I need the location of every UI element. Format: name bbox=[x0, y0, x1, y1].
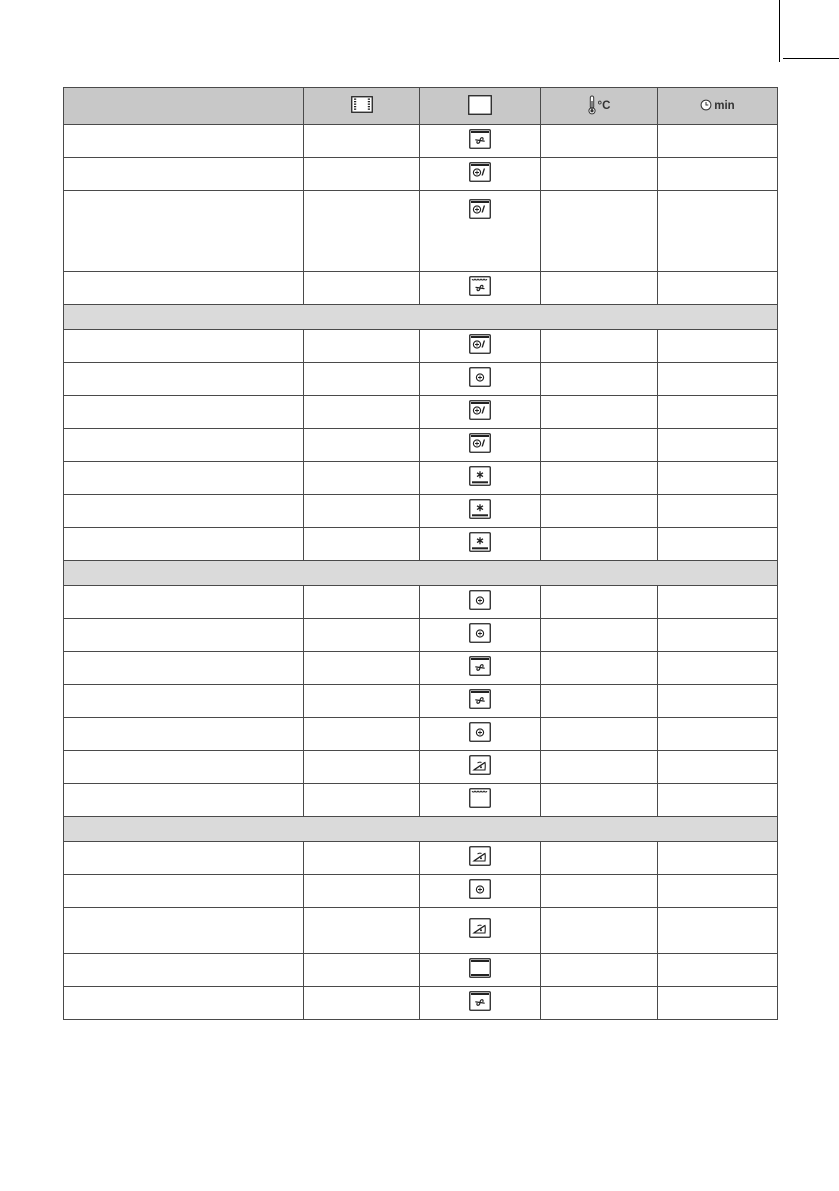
food-cell bbox=[64, 842, 304, 875]
function-cell bbox=[420, 396, 541, 429]
header-function bbox=[420, 88, 541, 125]
header-time bbox=[658, 88, 778, 125]
time-cell bbox=[658, 987, 778, 1020]
ring-heating-icon bbox=[469, 590, 491, 615]
defrost-icon bbox=[469, 466, 491, 491]
function-cell bbox=[420, 495, 541, 528]
conventional-heat-icon bbox=[469, 958, 491, 983]
time-cell bbox=[658, 875, 778, 908]
temperature-cell bbox=[541, 718, 658, 751]
food-cell bbox=[64, 528, 304, 561]
pizza-setting-icon bbox=[469, 755, 491, 780]
temperature-cell bbox=[541, 191, 658, 272]
food-cell bbox=[64, 784, 304, 817]
cooking-table bbox=[63, 87, 778, 1020]
temperature-cell bbox=[541, 875, 658, 908]
defrost-icon bbox=[469, 499, 491, 524]
shelf-cell bbox=[304, 396, 420, 429]
food-cell bbox=[64, 586, 304, 619]
table-header-row bbox=[64, 88, 778, 125]
shelf-cell bbox=[304, 908, 420, 954]
time-cell bbox=[658, 429, 778, 462]
shelf-cell bbox=[304, 875, 420, 908]
time-unit: min bbox=[714, 100, 735, 112]
temperature-cell bbox=[541, 125, 658, 158]
oven-function-icon bbox=[468, 95, 492, 118]
function-cell bbox=[420, 429, 541, 462]
temperature-cell bbox=[541, 528, 658, 561]
defrost-icon bbox=[469, 532, 491, 557]
shelf-cell bbox=[304, 784, 420, 817]
table-row bbox=[64, 462, 778, 495]
food-cell bbox=[64, 158, 304, 191]
ring-heating-icon bbox=[469, 722, 491, 747]
function-cell bbox=[420, 685, 541, 718]
pizza-setting-icon bbox=[469, 918, 491, 943]
temperature-cell bbox=[541, 272, 658, 305]
ring-heating-icon bbox=[469, 623, 491, 648]
food-cell bbox=[64, 429, 304, 462]
table-row bbox=[64, 125, 778, 158]
food-cell bbox=[64, 987, 304, 1020]
fan-grill-icon bbox=[469, 199, 491, 224]
function-cell bbox=[420, 330, 541, 363]
table-row bbox=[64, 954, 778, 987]
table-row bbox=[64, 875, 778, 908]
table-row bbox=[64, 528, 778, 561]
time-cell bbox=[658, 363, 778, 396]
time-cell bbox=[658, 586, 778, 619]
food-cell bbox=[64, 908, 304, 954]
temperature-cell bbox=[541, 784, 658, 817]
food-cell bbox=[64, 751, 304, 784]
shelf-cell bbox=[304, 495, 420, 528]
food-cell bbox=[64, 396, 304, 429]
table-row bbox=[64, 330, 778, 363]
food-cell bbox=[64, 272, 304, 305]
section-divider-row bbox=[64, 561, 778, 586]
function-cell bbox=[420, 875, 541, 908]
table-row bbox=[64, 158, 778, 191]
time-cell bbox=[658, 908, 778, 954]
function-cell bbox=[420, 652, 541, 685]
table-row bbox=[64, 429, 778, 462]
function-cell bbox=[420, 125, 541, 158]
fan-icon bbox=[469, 129, 491, 154]
time-cell bbox=[658, 685, 778, 718]
food-cell bbox=[64, 330, 304, 363]
food-cell bbox=[64, 954, 304, 987]
table-row bbox=[64, 908, 778, 954]
shelf-cell bbox=[304, 191, 420, 272]
table-row bbox=[64, 495, 778, 528]
shelf-cell bbox=[304, 718, 420, 751]
function-cell bbox=[420, 784, 541, 817]
shelf-cell bbox=[304, 363, 420, 396]
function-cell bbox=[420, 954, 541, 987]
function-cell bbox=[420, 158, 541, 191]
function-cell bbox=[420, 619, 541, 652]
shelf-cell bbox=[304, 429, 420, 462]
table-row bbox=[64, 685, 778, 718]
table-row bbox=[64, 363, 778, 396]
fan-grill-icon bbox=[469, 433, 491, 458]
temperature-cell bbox=[541, 330, 658, 363]
pizza-setting-icon bbox=[469, 846, 491, 871]
table-row bbox=[64, 718, 778, 751]
food-cell bbox=[64, 363, 304, 396]
food-cell bbox=[64, 462, 304, 495]
temperature-cell bbox=[541, 619, 658, 652]
table-row bbox=[64, 272, 778, 305]
time-cell bbox=[658, 330, 778, 363]
function-cell bbox=[420, 191, 541, 272]
time-cell bbox=[658, 191, 778, 272]
time-cell bbox=[658, 751, 778, 784]
thermometer-icon bbox=[588, 95, 596, 118]
time-cell bbox=[658, 528, 778, 561]
temperature-cell bbox=[541, 751, 658, 784]
header-shelf bbox=[304, 88, 420, 125]
function-cell bbox=[420, 751, 541, 784]
food-cell bbox=[64, 875, 304, 908]
shelf-cell bbox=[304, 330, 420, 363]
temperature-cell bbox=[541, 685, 658, 718]
shelf-position-icon bbox=[351, 96, 373, 116]
time-cell bbox=[658, 462, 778, 495]
top-heat-icon bbox=[469, 788, 491, 813]
fan-icon bbox=[469, 656, 491, 681]
fan-grill-icon bbox=[469, 400, 491, 425]
crop-mark-horizontal bbox=[783, 58, 839, 59]
section-divider-row bbox=[64, 305, 778, 330]
food-cell bbox=[64, 191, 304, 272]
table-row bbox=[64, 652, 778, 685]
table-row bbox=[64, 396, 778, 429]
time-cell bbox=[658, 396, 778, 429]
function-cell bbox=[420, 462, 541, 495]
shelf-cell bbox=[304, 652, 420, 685]
time-cell bbox=[658, 954, 778, 987]
shelf-cell bbox=[304, 528, 420, 561]
temperature-cell bbox=[541, 495, 658, 528]
temperature-cell bbox=[541, 429, 658, 462]
temperature-cell bbox=[541, 842, 658, 875]
time-cell bbox=[658, 784, 778, 817]
table-row bbox=[64, 586, 778, 619]
function-cell bbox=[420, 586, 541, 619]
function-cell bbox=[420, 363, 541, 396]
food-cell bbox=[64, 652, 304, 685]
crop-mark-vertical bbox=[779, 0, 780, 62]
shelf-cell bbox=[304, 751, 420, 784]
table-row bbox=[64, 751, 778, 784]
fan-icon bbox=[469, 689, 491, 714]
ring-heating-icon bbox=[469, 879, 491, 904]
clock-icon bbox=[700, 99, 712, 114]
shelf-cell bbox=[304, 158, 420, 191]
function-cell bbox=[420, 842, 541, 875]
shelf-cell bbox=[304, 842, 420, 875]
shelf-cell bbox=[304, 619, 420, 652]
table-row bbox=[64, 619, 778, 652]
time-cell bbox=[658, 158, 778, 191]
temperature-unit: °C bbox=[597, 100, 611, 112]
header-food bbox=[64, 88, 304, 125]
fan-top-heat-icon bbox=[469, 276, 491, 301]
food-cell bbox=[64, 125, 304, 158]
shelf-cell bbox=[304, 586, 420, 619]
temperature-cell bbox=[541, 363, 658, 396]
fan-icon bbox=[469, 991, 491, 1016]
shelf-cell bbox=[304, 462, 420, 495]
food-cell bbox=[64, 619, 304, 652]
temperature-cell bbox=[541, 158, 658, 191]
temperature-cell bbox=[541, 396, 658, 429]
temperature-cell bbox=[541, 987, 658, 1020]
ring-heating-icon bbox=[469, 367, 491, 392]
function-cell bbox=[420, 908, 541, 954]
temperature-cell bbox=[541, 586, 658, 619]
shelf-cell bbox=[304, 125, 420, 158]
function-cell bbox=[420, 987, 541, 1020]
table-row bbox=[64, 784, 778, 817]
time-cell bbox=[658, 495, 778, 528]
time-cell bbox=[658, 125, 778, 158]
time-cell bbox=[658, 718, 778, 751]
shelf-cell bbox=[304, 987, 420, 1020]
section-divider-row bbox=[64, 817, 778, 842]
fan-grill-icon bbox=[469, 162, 491, 187]
section-divider-cell bbox=[64, 817, 778, 842]
time-cell bbox=[658, 652, 778, 685]
header-temperature bbox=[541, 88, 658, 125]
table-row bbox=[64, 191, 778, 272]
temperature-cell bbox=[541, 462, 658, 495]
function-cell bbox=[420, 272, 541, 305]
food-cell bbox=[64, 685, 304, 718]
time-cell bbox=[658, 842, 778, 875]
temperature-cell bbox=[541, 954, 658, 987]
food-cell bbox=[64, 495, 304, 528]
shelf-cell bbox=[304, 954, 420, 987]
shelf-cell bbox=[304, 272, 420, 305]
temperature-cell bbox=[541, 652, 658, 685]
shelf-cell bbox=[304, 685, 420, 718]
temperature-cell bbox=[541, 908, 658, 954]
table-row bbox=[64, 842, 778, 875]
fan-grill-icon bbox=[469, 334, 491, 359]
food-cell bbox=[64, 718, 304, 751]
time-cell bbox=[658, 619, 778, 652]
section-divider-cell bbox=[64, 561, 778, 586]
section-divider-cell bbox=[64, 305, 778, 330]
time-cell bbox=[658, 272, 778, 305]
function-cell bbox=[420, 528, 541, 561]
table-row bbox=[64, 987, 778, 1020]
function-cell bbox=[420, 718, 541, 751]
